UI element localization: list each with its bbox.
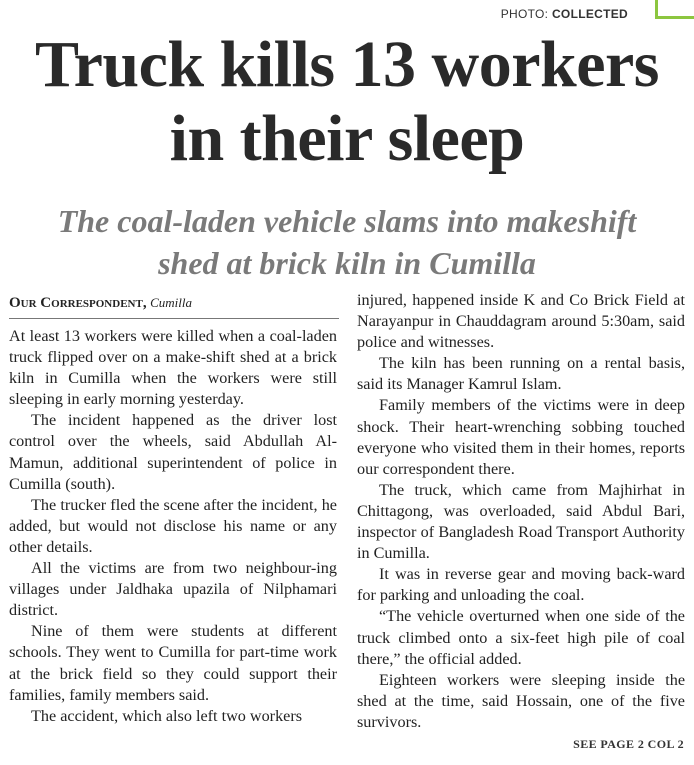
headline-line-2: in their sleep — [169, 102, 525, 175]
paragraph: It was in reverse gear and moving back-ward for parking and unloading the coal. — [357, 565, 685, 605]
continuation-note: SEE PAGE 2 COL 2 — [573, 737, 684, 751]
byline-name: Our Correspondent, — [9, 295, 147, 311]
paragraph: injured, happened inside K and Co Brick Field at Narayanpur in Chauddagram around 5:30am, said police and witnesses. — [357, 291, 685, 352]
article-column-2 — [357, 290, 685, 733]
headline-line-1: Truck kills 13 workers — [35, 28, 659, 101]
subheadline — [0, 200, 694, 284]
headline — [0, 28, 694, 176]
paragraph: The accident, which also left two workers — [31, 706, 303, 725]
byline — [9, 294, 339, 313]
paragraph: The trucker fled the scene after the incident, he added, but would not disclose his name or any other details. — [9, 495, 337, 556]
paragraph: The kiln has been running on a rental basis, said its Manager Kamrul Islam. — [357, 354, 685, 394]
paragraph: All the victims are from two neighbour-ing villages under Jaldhaka upazila of Nilphamari district. — [9, 559, 337, 620]
photo-credit-label: PHOTO: — [500, 7, 549, 21]
photo-credit-value: COLLECTED — [551, 7, 628, 21]
paragraph: The truck, which came from Majhirhat in Chittagong, was overloaded, said Abdul Bari, inspector of Bangladesh Road Transport Authority in Cumilla. — [357, 480, 685, 563]
byline-divider — [9, 318, 339, 319]
photo-credit — [501, 7, 628, 21]
photo-corner-frame — [655, 0, 694, 19]
article-column-1 — [9, 326, 337, 727]
paragraph: “The vehicle overturned when one side of the truck climbed onto a six-feet high pile of coal there,” the official added. — [357, 607, 685, 668]
subheadline-line-1: The coal-laden vehicle slams into makeshift — [57, 203, 637, 239]
paragraph: Nine of them were students at different schools. They went to Cumilla for part-time work at the brick field so they could support their families, family members said. — [9, 622, 337, 704]
paragraph: Eighteen workers were sleeping inside the shed at the time, said Hossain, one of the five survivors. — [357, 670, 685, 731]
subheadline-line-2: shed at brick kiln in Cumilla — [158, 245, 536, 281]
paragraph: At least 13 workers were killed when a coal-laden truck flipped over on a make-shift shed at a brick kiln in Cumilla when the workers were still sleeping in early morning yesterday. — [9, 327, 337, 409]
byline-location: Cumilla — [150, 295, 192, 310]
paragraph: The incident happened as the driver lost control over the wheels, said Abdullah Al-Mamun, additional superintendent of police in Cumilla (south). — [9, 411, 337, 493]
paragraph: Family members of the victims were in deep shock. Their heart-wrenching sobbing touched everyone who visited them in their homes, reports our correspondent there. — [357, 396, 685, 478]
